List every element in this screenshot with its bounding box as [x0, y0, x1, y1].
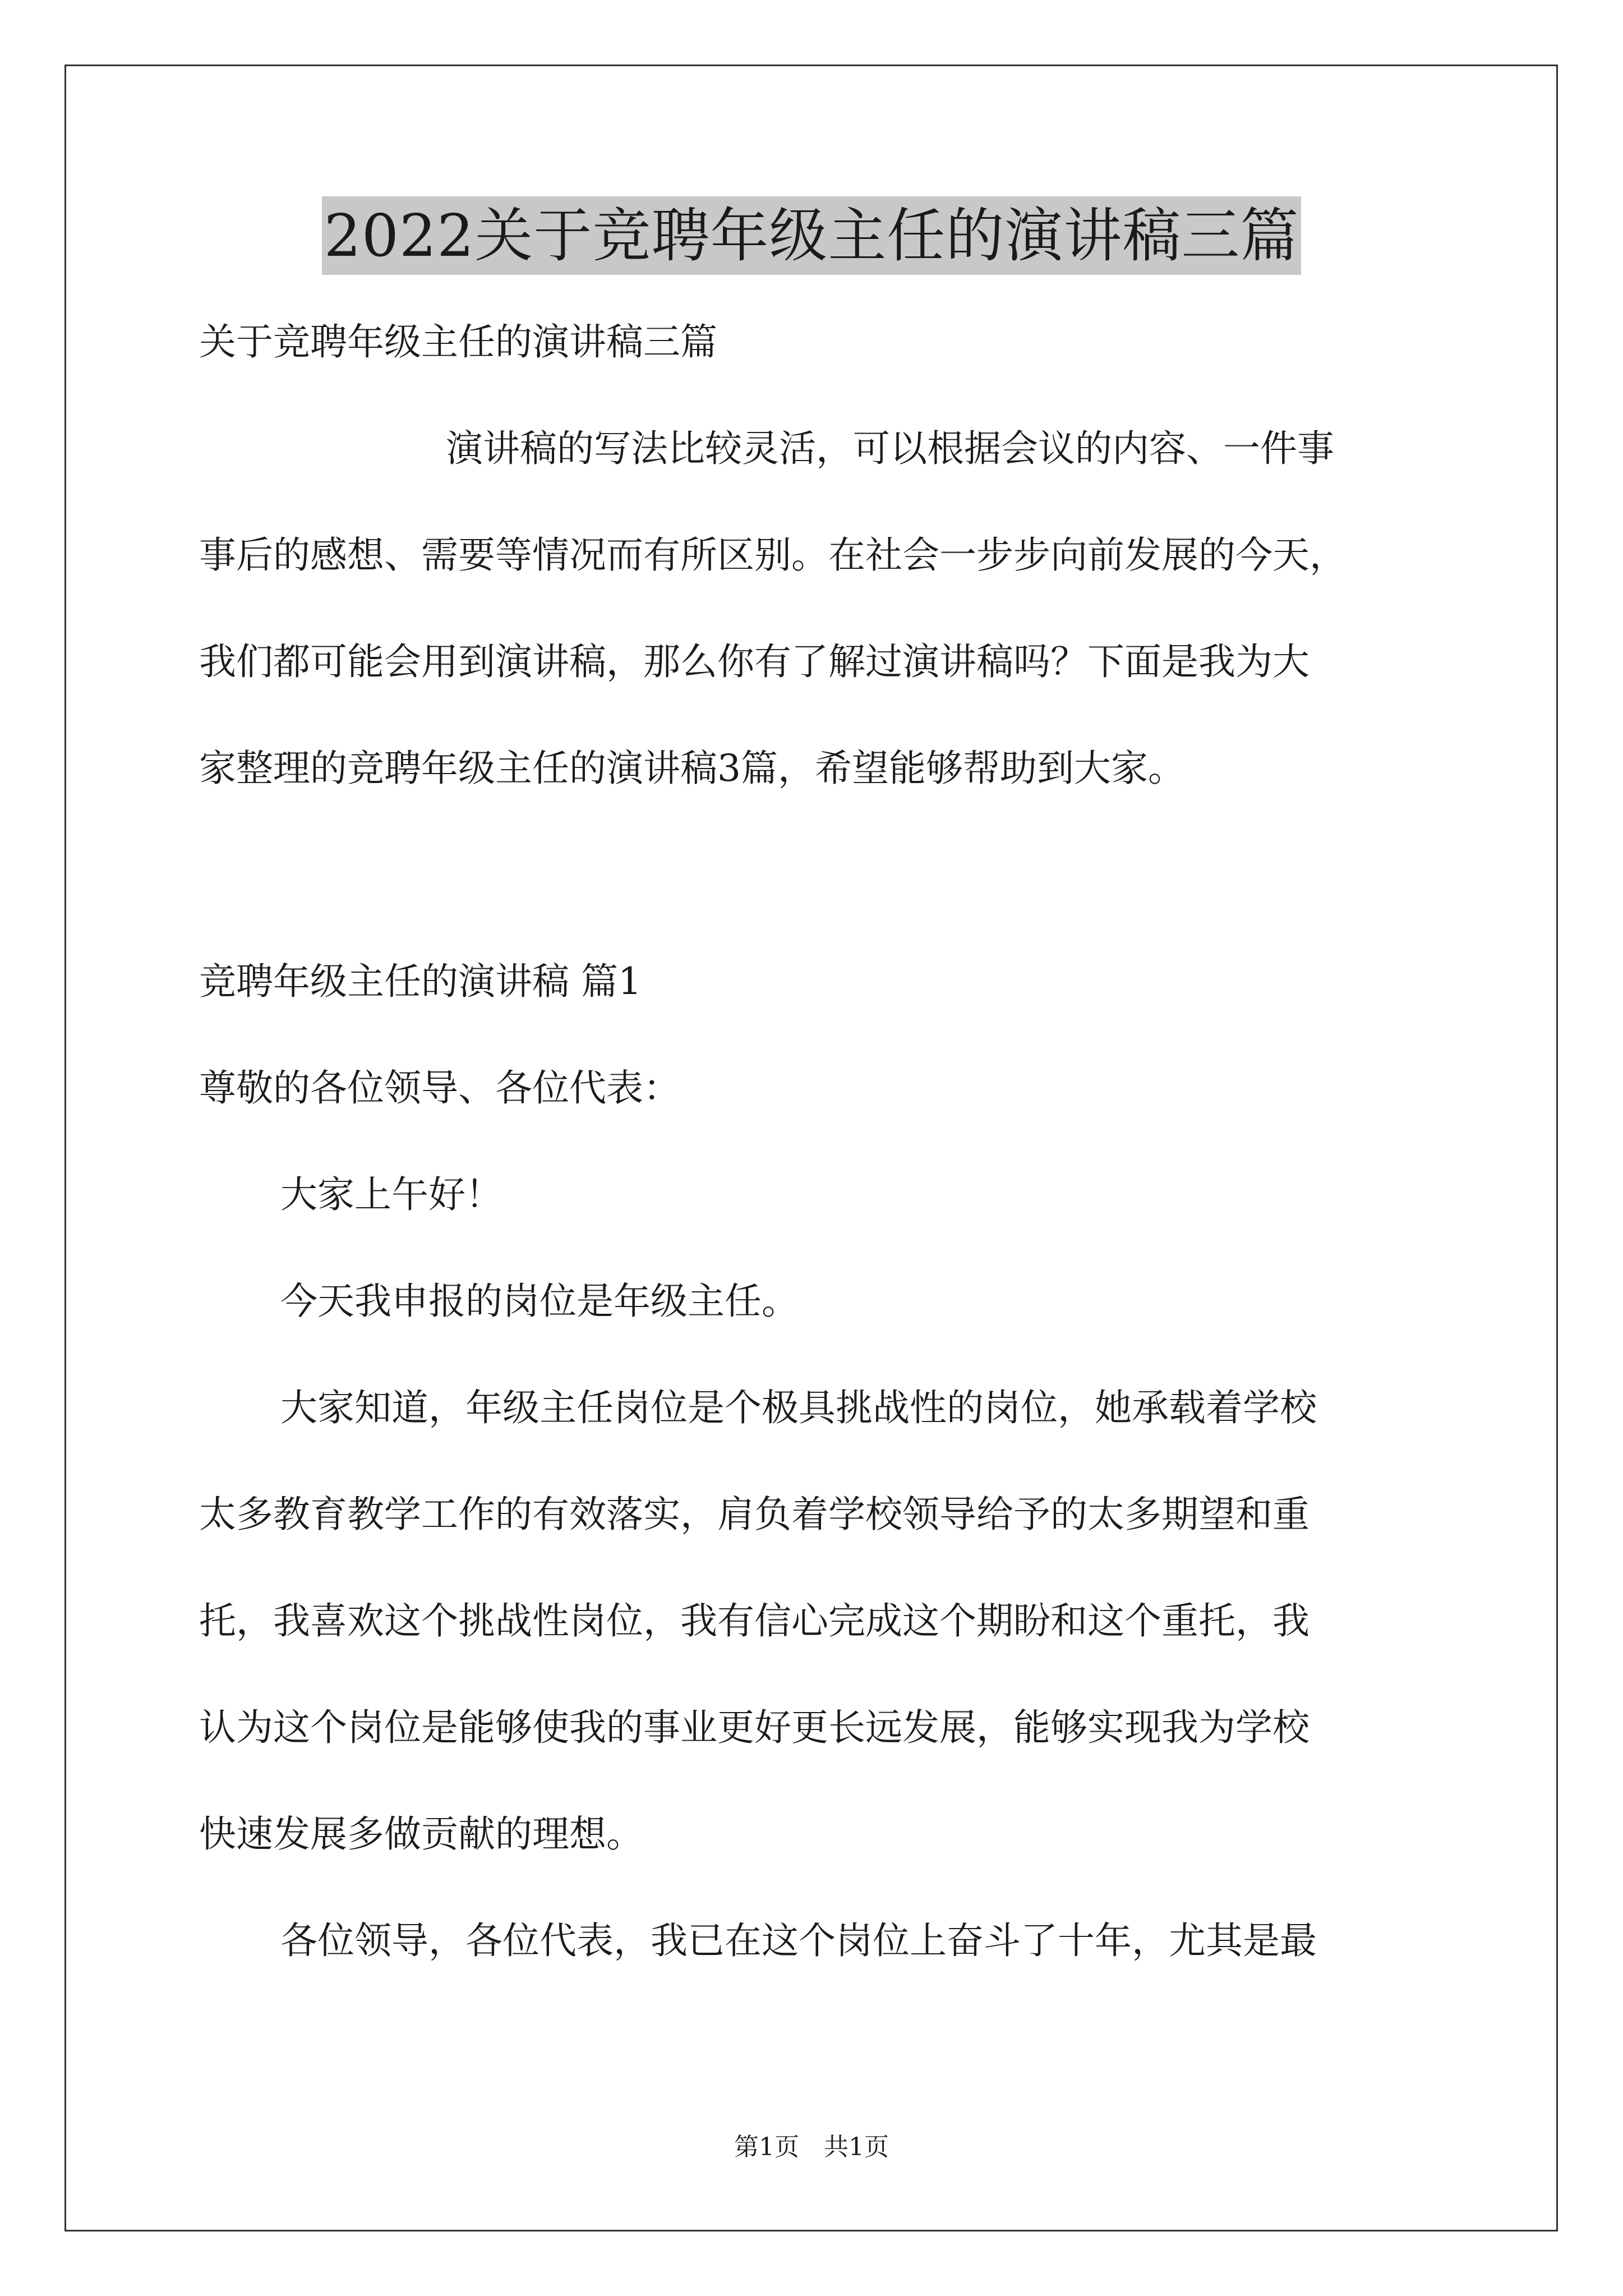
document-title: 2022关于竞聘年级主任的演讲稿三篇: [322, 196, 1302, 275]
body-line: 托，我喜欢这个挑战性岗位，我有信心完成这个期盼和这个重托，我: [199, 1599, 1310, 1642]
body-line: 竞聘年级主任的演讲稿 篇1: [199, 960, 642, 1003]
page-border: [64, 65, 1558, 2231]
body-line: 演讲稿的写法比较灵活，可以根据会议的内容、一件事: [446, 427, 1334, 470]
body-line: 今天我申报的岗位是年级主任。: [280, 1280, 799, 1323]
page-footer: 第1页 共1页: [734, 2133, 889, 2161]
body-line: 快速发展多做贡献的理想。: [199, 1812, 643, 1856]
body-line: 大家知道，年级主任岗位是个极具挑战性的岗位，她承载着学校: [280, 1386, 1317, 1429]
body-line: 各位领导，各位代表，我已在这个岗位上奋斗了十年，尤其是最: [280, 1919, 1317, 1962]
body-line: 事后的感想、需要等情况而有所区别。在社会一步步向前发展的今天，: [199, 533, 1347, 577]
body-line: 认为这个岗位是能够使我的事业更好更长远发展，能够实现我为学校: [199, 1706, 1310, 1749]
body-line: 关于竞聘年级主任的演讲稿三篇: [199, 320, 717, 364]
body-line: 家整理的竞聘年级主任的演讲稿3篇，希望能够帮助到大家。: [199, 747, 1185, 790]
body-line: 我们都可能会用到演讲稿，那么你有了解过演讲稿吗？下面是我为大: [199, 640, 1310, 683]
body-line: 大家上午好！: [280, 1173, 502, 1216]
document-title-container: [0, 196, 1623, 275]
body-line: 太多教育教学工作的有效落实，肩负着学校领导给予的太多期望和重: [199, 1493, 1310, 1536]
body-line: 尊敬的各位领导、各位代表：: [199, 1066, 680, 1110]
